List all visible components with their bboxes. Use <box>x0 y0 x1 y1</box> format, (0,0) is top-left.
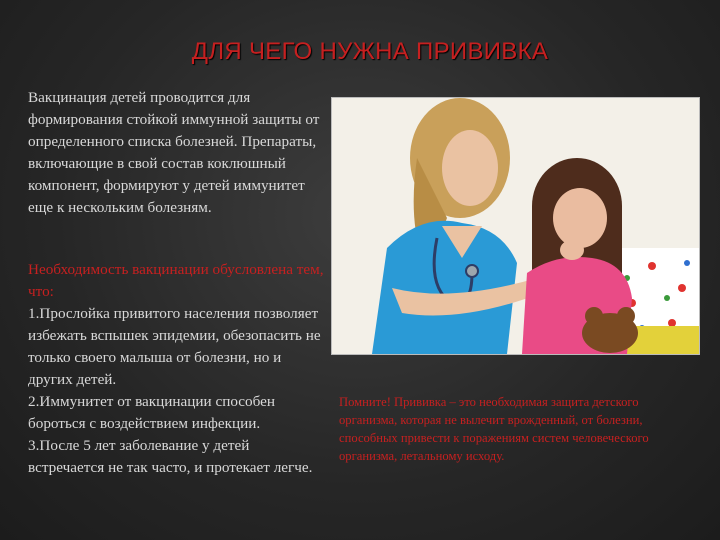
nurse-and-child-photo <box>331 97 700 355</box>
reminder-note: Помните! Прививка – это необходимая защита детского организма, которая не вылечит врожденный, от болезни, способных привести к поражениям систем человеческого организма, летальному исходу. <box>339 395 649 463</box>
necessity-heading: Необходимость вакцинации обусловлена тем, что: <box>28 261 324 300</box>
slide-title: ДЛЯ ЧЕГО НУЖНА ПРИВИВКА <box>191 38 549 65</box>
intro-paragraph: Вакцинация детей проводится для формирования стойкой иммунной защиты от определенного списка болезней. Препараты, включающие в свой состав коклюшный компонент, формируют у детей иммунитет еще к нескольким болезням. <box>28 89 320 216</box>
necessity-point-1: 1.Прослойка привитого населения позволяет избежать вспышек эпидемии, обезопасить не только своего малыша от болезни, но и других детей. <box>28 305 321 388</box>
necessity-point-3: 3.После 5 лет заболевание у детей встречается не так часто, и протекает легче. <box>28 437 313 476</box>
necessity-block <box>28 259 328 479</box>
necessity-point-2: 2.Иммунитет от вакцинации способен бороться с воздействием инфекции. <box>28 393 276 432</box>
